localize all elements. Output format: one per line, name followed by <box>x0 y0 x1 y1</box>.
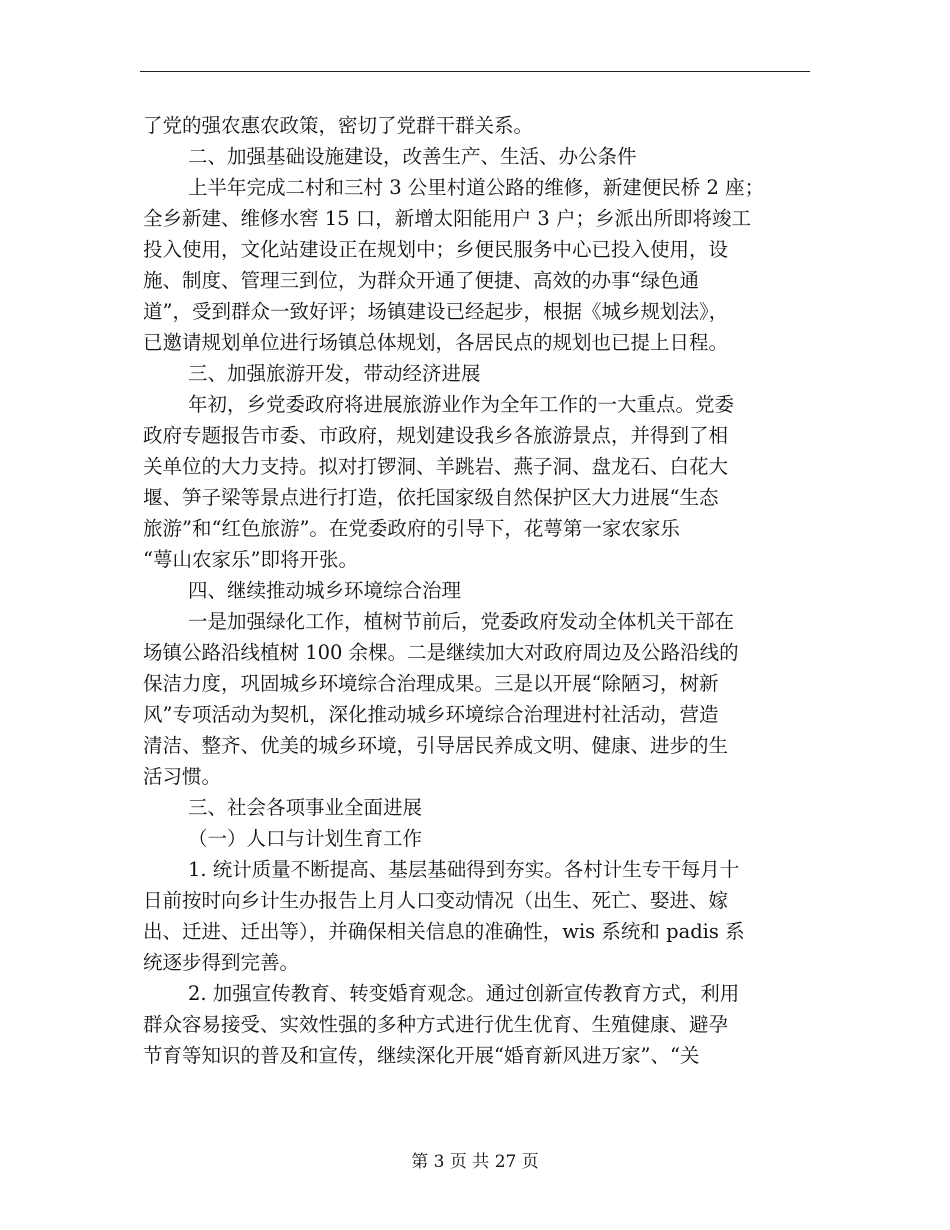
text-line: 政府专题报告市委、市政府，规划建设我乡各旅游景点，并得到了相 <box>143 424 729 447</box>
text-line: 统逐步得到完善。 <box>143 951 300 974</box>
text-line: 道”，受到群众一致好评；场镇建设已经起步，根据《城乡规划法》， <box>143 300 729 323</box>
text-line: 上半年完成二村和三村 3 公里村道公路的维修，新建便民桥 2 座； <box>188 176 765 199</box>
text-line: 三、社会各项事业全面进展 <box>188 796 423 819</box>
text-line: 清洁、整齐、优美的城乡环境，引导居民养成文明、健康、进步的生 <box>143 734 729 757</box>
text-line: （一）人口与计划生育工作 <box>188 827 423 850</box>
text-line: 一是加强绿化工作，植树节前后，党委政府发动全体机关干部在 <box>188 610 735 633</box>
text-line: 旅游”和“红色旅游”。在党委政府的引导下，花萼第一家农家乐 <box>143 517 680 540</box>
text-line: 群众容易接受、实效性强的多种方式进行优生优育、生殖健康、避孕 <box>143 1013 729 1036</box>
text-line: 投入使用，文化站建设正在规划中；乡便民服务中心已投入使用，设 <box>143 238 729 261</box>
text-line: 日前按时向乡计生办报告上月人口变动情况（出生、死亡、娶进、嫁 <box>143 889 729 912</box>
text-line: 活习惯。 <box>143 765 222 788</box>
text-line: 场镇公路沿线植树 100 余棵。二是继续加大对政府周边及公路沿线的 <box>143 641 739 664</box>
text-line: 关单位的大力支持。拟对打锣洞、羊跳岩、燕子洞、盘龙石、白花大 <box>143 455 729 478</box>
text-line: 节育等知识的普及和宣传，继续深化开展“婚育新风进万家”、“关 <box>143 1044 700 1067</box>
text-line: 堰、笋子梁等景点进行打造，依托国家级自然保护区大力进展“生态 <box>143 486 719 509</box>
text-line: 2. 加强宣传教育、转变婚育观念。通过创新宣传教育方式，利用 <box>188 982 740 1005</box>
page-footer: 第 3 页 共 27 页 <box>411 1152 539 1172</box>
header-rule <box>140 71 810 72</box>
text-line: 保洁力度，巩固城乡环境综合治理成果。三是以开展“除陋习，树新 <box>143 672 719 695</box>
text-line: 施、制度、管理三到位，为群众开通了便捷、高效的办事“绿色通 <box>143 269 699 292</box>
text-line: 年初，乡党委政府将进展旅游业作为全年工作的一大重点。党委 <box>188 393 735 416</box>
text-line: “萼山农家乐”即将开张。 <box>143 548 358 571</box>
body-text <box>143 110 803 1071</box>
text-line: 全乡新建、维修水窖 15 口，新增太阳能用户 3 户；乡派出所即将竣工 <box>143 207 752 230</box>
text-line: 已邀请规划单位进行场镇总体规划，各居民点的规划也已提上日程。 <box>143 331 729 354</box>
text-line: 二、加强基础设施建设，改善生产、生活、办公条件 <box>188 145 637 168</box>
text-line: 1. 统计质量不断提高、基层基础得到夯实。各村计生专干每月十 <box>188 858 740 881</box>
text-line: 了党的强农惠农政策，密切了党群干群关系。 <box>143 114 534 137</box>
text-line: 四、继续推动城乡环境综合治理 <box>188 579 462 602</box>
text-line: 出、迁进、迁出等），并确保相关信息的准确性，wis 系统和 padis 系 <box>143 920 745 943</box>
text-line: 三、加强旅游开发，带动经济进展 <box>188 362 481 385</box>
text-line: 风”专项活动为契机，深化推动城乡环境综合治理进村社活动，营造 <box>143 703 719 726</box>
